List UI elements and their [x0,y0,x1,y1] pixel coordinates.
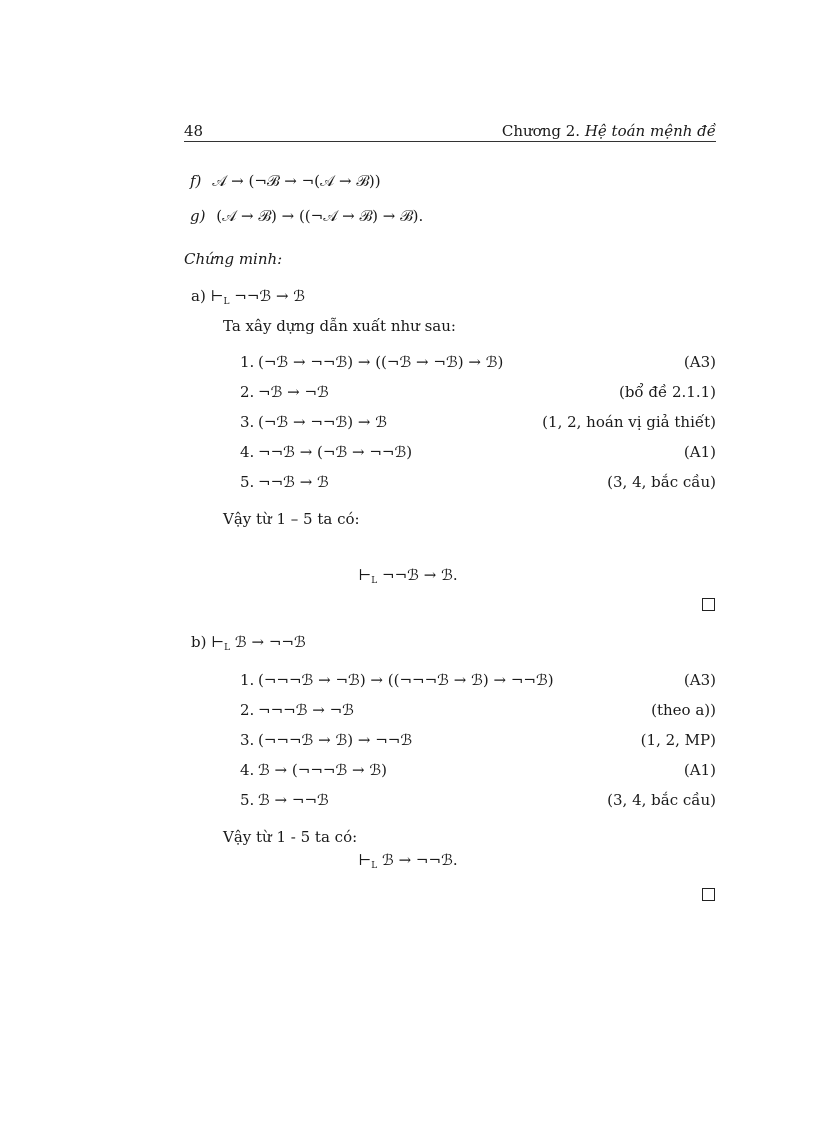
step-formula: ¬ℬ → ¬ℬ [258,383,329,401]
step-justification: (theo a)) [651,701,716,719]
turnstile-subscript: L [224,643,231,653]
step-number: 4. [240,761,255,779]
derivation-step [240,731,412,749]
item-f [190,172,381,190]
step-number: 5. [240,791,255,809]
step-number: 2. [240,383,255,401]
step-formula: (¬ℬ → ¬¬ℬ) → ℬ [258,413,387,431]
step-formula: ℬ → (¬¬¬ℬ → ℬ) [258,761,387,779]
part-formula: ¬¬ℬ → ℬ [234,287,306,305]
step-number: 4. [240,443,255,461]
running-head [502,122,716,140]
derivation-step [240,443,412,461]
part-b-conclusion: Vậy từ 1 - 5 ta có: [223,828,358,846]
qed-square [702,888,715,901]
step-number: 2. [240,701,255,719]
chapter-number: Chương 2. [501,122,581,140]
derivation-step [240,353,503,371]
item-label: g) [190,207,206,225]
step-formula: (¬ℬ → ¬¬ℬ) → ((¬ℬ → ¬ℬ) → ℬ) [258,353,504,371]
turnstile-subscript: L [371,861,378,871]
step-number: 5. [240,473,255,491]
page-number: 48 [184,122,204,140]
step-formula: ¬¬ℬ → (¬ℬ → ¬¬ℬ) [258,443,413,461]
turnstile-subscript: L [371,576,378,586]
step-justification: (A1) [683,761,716,779]
step-number: 1. [240,353,255,371]
step-formula: ¬¬ℬ → ℬ [258,473,329,491]
derivation-step [240,671,554,689]
step-justification: (A1) [683,443,716,461]
derivation-step [240,791,329,809]
step-formula: (¬¬¬ℬ → ℬ) → ¬¬ℬ [258,731,413,749]
turnstile: ⊢ [358,566,372,584]
step-justification: (1, 2, hoán vị giả thiết) [542,413,716,431]
step-formula: ¬¬¬ℬ → ¬ℬ [258,701,354,719]
part-b-heading [191,633,306,653]
part-a-heading [191,287,305,307]
derivation-step [240,761,387,779]
turnstile: ⊢ [358,851,372,869]
step-formula: (¬¬¬ℬ → ¬ℬ) → ((¬¬¬ℬ → ℬ) → ¬¬ℬ) [258,671,554,689]
item-formula: (𝒜 → ℬ) → ((¬𝒜 → ℬ) → ℬ). [216,207,424,225]
part-b-result [0,851,816,871]
proof-label: Chứng minh: [184,250,283,268]
step-justification: (A3) [683,353,716,371]
step-number: 3. [240,731,255,749]
step-justification: (3, 4, bắc cầu) [607,473,716,491]
part-label: a) [191,287,206,305]
step-number: 1. [240,671,255,689]
turnstile-subscript: L [223,297,230,307]
derivation-step [240,413,387,431]
step-justification: (3, 4, bắc cầu) [607,791,716,809]
item-label: f) [190,172,202,190]
header-rule [184,141,716,142]
qed-square [702,598,715,611]
step-formula: ℬ → ¬¬ℬ [258,791,329,809]
part-a-conclusion: Vậy từ 1 – 5 ta có: [223,510,360,528]
part-a-result [0,566,816,586]
result-formula: ℬ → ¬¬ℬ. [382,851,458,869]
step-number: 3. [240,413,255,431]
part-formula: ℬ → ¬¬ℬ [234,633,306,651]
result-formula: ¬¬ℬ → ℬ. [382,566,458,584]
turnstile: ⊢ [211,633,225,651]
chapter-title: Hệ toán mệnh đề [584,122,716,140]
derivation-step [240,701,354,719]
turnstile: ⊢ [210,287,224,305]
item-g [190,207,423,225]
part-a-intro: Ta xây dựng dẫn xuất như sau: [223,317,456,335]
part-label: b) [191,633,207,651]
derivation-step [240,473,329,491]
step-justification: (A3) [683,671,716,689]
step-justification: (1, 2, MP) [640,731,716,749]
item-formula: 𝒜 → (¬ℬ → ¬(𝒜 → ℬ)) [212,172,381,190]
derivation-step [240,383,329,401]
step-justification: (bổ đề 2.1.1) [618,383,716,401]
